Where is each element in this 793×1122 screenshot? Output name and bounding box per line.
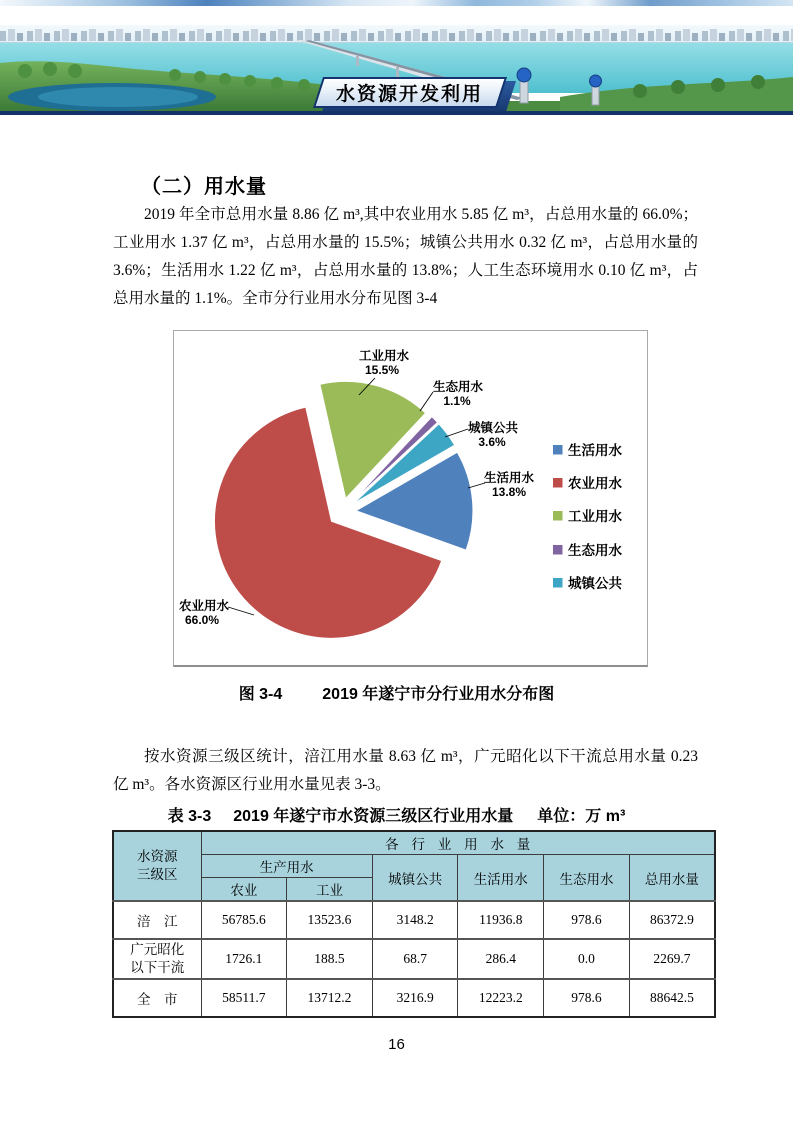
label-leader-line bbox=[420, 392, 433, 411]
table-title bbox=[0, 803, 793, 826]
header-cell: 城镇公共 bbox=[372, 855, 458, 902]
value-cell: 11936.8 bbox=[458, 901, 544, 939]
value-cell: 188.5 bbox=[287, 939, 373, 979]
value-cell: 978.6 bbox=[544, 901, 630, 939]
value-cell: 286.4 bbox=[458, 939, 544, 979]
value-cell: 13712.2 bbox=[287, 979, 373, 1017]
figure-3-4-chart bbox=[173, 330, 648, 667]
legend-swatch bbox=[553, 578, 563, 588]
table-unit: 单位：万 m³ bbox=[537, 808, 626, 825]
pie-label: 生态用水 bbox=[432, 380, 484, 394]
value-cell: 3216.9 bbox=[372, 979, 458, 1017]
value-cell: 86372.9 bbox=[629, 901, 715, 939]
header-cell: 生态用水 bbox=[544, 855, 630, 902]
value-cell: 978.6 bbox=[544, 979, 630, 1017]
legend-swatch bbox=[553, 545, 563, 555]
header-banner bbox=[318, 77, 502, 108]
paragraph-water-usage: 2019 年全市总用水量 8.86 亿 m³,其中农业用水 5.85 亿 m³，占总用水量的 66.0%；工业用水 1.37 亿 m³，占总用水量的 15.5%；城镇公共用水 0.32 亿 m³，占总用水量的 3.6%；生活用水 1.22 亿 m³，占总用水量的 13.8%；人工生态环境用水 0.10 亿 m³，占总用水量的 1.1%。全市分行业用水分布见图 3-4 bbox=[113, 206, 698, 307]
header-cell: 农业 bbox=[201, 878, 287, 902]
pie-label: 城镇公共 bbox=[467, 421, 519, 435]
value-cell: 58511.7 bbox=[201, 979, 287, 1017]
value-cell: 2269.7 bbox=[629, 939, 715, 979]
header-cell: 工业 bbox=[287, 878, 373, 902]
table-label: 表 3-3 bbox=[167, 808, 212, 825]
pie-chart bbox=[174, 331, 647, 666]
row-name-cell: 全 市 bbox=[113, 979, 201, 1017]
photo-city-skyline bbox=[0, 29, 793, 43]
legend-swatch bbox=[553, 478, 563, 488]
pie-label: 工业用水 bbox=[358, 349, 410, 363]
banner-face bbox=[313, 77, 507, 108]
banner-title: 水资源开发利用 bbox=[336, 84, 484, 105]
water-use-table bbox=[112, 830, 716, 1018]
value-cell: 56785.6 bbox=[201, 901, 287, 939]
value-cell: 88642.5 bbox=[629, 979, 715, 1017]
value-cell: 13523.6 bbox=[287, 901, 373, 939]
legend-label: 生活用水 bbox=[568, 443, 622, 458]
figure-caption bbox=[0, 681, 793, 704]
pie-label-value: 3.6% bbox=[478, 435, 506, 449]
table-row bbox=[113, 901, 715, 939]
value-cell: 1726.1 bbox=[201, 939, 287, 979]
table-row bbox=[113, 979, 715, 1017]
corner-header-cell: 水资源三级区 bbox=[113, 831, 201, 901]
row-name-cell: 涪 江 bbox=[113, 901, 201, 939]
table-header-row-1 bbox=[113, 831, 715, 855]
value-cell: 0.0 bbox=[544, 939, 630, 979]
table-title-text: 2019 年遂宁市水资源三级区行业用水量 bbox=[233, 808, 514, 825]
header-cell: 生活用水 bbox=[458, 855, 544, 902]
pie-label-value: 66.0% bbox=[184, 613, 220, 627]
top-gradient-bar bbox=[0, 0, 793, 6]
header-cell: 总用水量 bbox=[629, 855, 715, 902]
row-name-cell: 广元昭化以下干流 bbox=[113, 939, 201, 979]
value-cell: 3148.2 bbox=[372, 901, 458, 939]
legend-label: 工业用水 bbox=[568, 509, 622, 524]
span-header-cell: 各行业用水量 bbox=[201, 831, 715, 855]
group-header-cell: 生产用水 bbox=[201, 855, 372, 878]
figure-label: 图 3-4 bbox=[238, 686, 283, 703]
table-header-row-2 bbox=[113, 855, 715, 878]
pie-label: 农业用水 bbox=[178, 599, 230, 613]
table-row bbox=[113, 939, 715, 979]
page-number: 16 bbox=[388, 1036, 405, 1053]
section-heading: （二）用水量 bbox=[141, 176, 267, 198]
pie-label: 生活用水 bbox=[483, 471, 535, 485]
legend-swatch bbox=[553, 511, 563, 521]
value-cell: 12223.2 bbox=[458, 979, 544, 1017]
label-leader-line bbox=[445, 429, 468, 437]
paragraph-region-stats: 按水资源三级区统计，涪江用水量 8.63 亿 m³，广元昭化以下干流总用水量 0.23 亿 m³。各水资源区行业用水量见表 3-3。 bbox=[113, 748, 698, 793]
pie-label-value: 1.1% bbox=[443, 394, 471, 408]
legend-label: 生态用水 bbox=[568, 543, 622, 558]
figure-title: 2019 年遂宁市分行业用水分布图 bbox=[322, 686, 555, 703]
label-leader-line bbox=[228, 607, 254, 615]
pie-label-value: 15.5% bbox=[364, 363, 400, 377]
legend-swatch bbox=[553, 445, 563, 455]
header-divider-line bbox=[0, 111, 793, 115]
legend-label: 农业用水 bbox=[568, 476, 622, 491]
pie-label-value: 13.8% bbox=[491, 485, 527, 499]
value-cell: 68.7 bbox=[372, 939, 458, 979]
legend-label: 城镇公共 bbox=[568, 576, 622, 591]
